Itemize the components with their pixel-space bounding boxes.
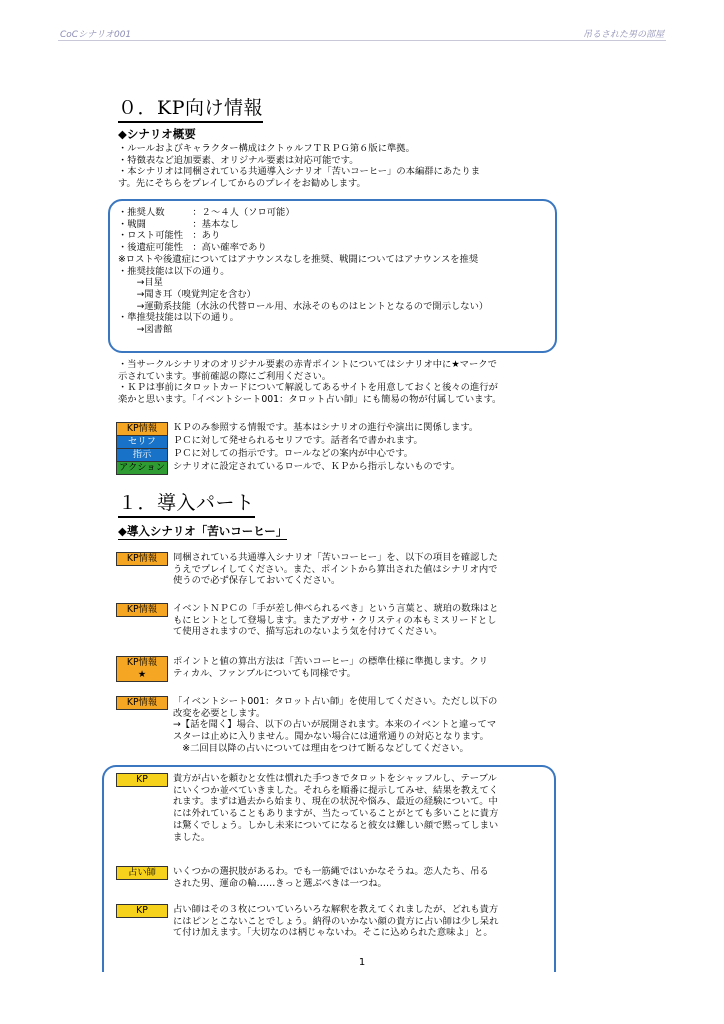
block-line: ポイントと値の算出方法は「苦いコーヒー」の標準仕様に準拠します。クリ [173, 656, 488, 667]
block-line: うえでプレイしてください。また、ポイントから算出された値はシナリオ内で [173, 563, 498, 575]
notes-text [118, 359, 558, 406]
star-icon: ★ [137, 669, 147, 680]
dialogue-line: て付け加えます。「大切なのは柄じゃないわ。そこに込められた意味よ」と。 [173, 927, 493, 939]
dialogue-line: には外れていることもありますが、当たっていることがとても多いことに貴方 [173, 808, 499, 820]
requirement-line: ・戦闘 ：基本なし [118, 218, 239, 230]
requirement-line: →図書館 [118, 324, 173, 336]
requirement-line: ・推奨人数 ：２～４人（ソロ可能） [118, 207, 295, 218]
block-text [173, 552, 553, 587]
overview-heading: ◆シナリオ概要 [118, 127, 196, 141]
block-text [173, 656, 553, 679]
legend-text-kp-info: ＫＰのみ参照する情報です。基本はシナリオの進行や演出に関係します。 [173, 422, 479, 433]
requirement-line: ※ロストや後遺症についてはアナウンスなしを推奨、戦闘についてはアナウンスを推奨 [118, 253, 479, 265]
dialogue-line: れます。まずは過去から始まり、現在の状況や悩み、最近の経験について。中 [173, 796, 498, 808]
note-line: ・ＫＰは事前にタロットカードについて解説してあるサイトを用意しておくと後々の進行が [118, 382, 498, 394]
block-tag-label: KP情報 [126, 657, 158, 668]
block-text [173, 603, 553, 638]
legend-tag-instruction: 指示 [116, 448, 168, 462]
block-line: ティカル、ファンブルについても同様です。 [173, 667, 356, 679]
dialogue-text [173, 904, 553, 939]
dialogue-line: ました。 [173, 831, 211, 843]
legend-tag-action: アクション [116, 461, 168, 475]
dialogue-text [173, 773, 553, 843]
legend-text-serif: ＰＣに対して発せられるセリフです。話者名で書かれます。 [173, 435, 423, 446]
dialogue-tag-kp: KP [116, 904, 168, 918]
dialogue-tag-fortune-teller: 占い師 [116, 866, 168, 880]
overview-text [118, 143, 556, 190]
legend-tag-kp-info: KP情報 [116, 422, 168, 436]
dialogue-line: 貴方が占いを頼むと女性は慣れた手つきでタロットをシャッフルし、テーブル [173, 773, 497, 784]
overview-line: す。先にそちらをプレイしてからのプレイをお勧めします。 [118, 178, 366, 190]
block-line: もにヒントとして登場します。またアガサ・クリスティの本もミスリードとし [173, 614, 497, 626]
legend-text-action: シナリオに設定されているロールで、ＫＰから指示しないものです。 [173, 461, 460, 472]
block-line: 同梱されている共通導入シナリオ「苦いコーヒー」を、以下の項目を確認した [173, 552, 498, 563]
note-line: 楽かと思います。「イベントシート001：タロット占い師」にも簡易の物が付属しています。 [118, 394, 502, 406]
block-tag-kp-info: KP情報 [116, 696, 168, 710]
block-line: ※二回目以降の占いについては理由をつけて断るなどしてください。 [173, 742, 469, 754]
header-right: 吊るされた男の部屋 [582, 30, 664, 40]
block-line: 使うので必ず保存しておいてください。 [173, 575, 341, 587]
requirement-line: ・ロスト可能性 ：あり [118, 230, 221, 242]
dialogue-line: いくつかの選択肢があるわ。でも一筋縄ではいかなそうね。恋人たち、吊る [173, 866, 489, 877]
section-1-title: １．導入パート [118, 488, 255, 518]
block-line: 改変を必要とします。 [173, 707, 266, 719]
header-divider [58, 40, 666, 41]
overview-line: ・特徴表など追加要素、オリジナル要素は対応可能です。 [118, 154, 359, 166]
block-text [173, 696, 553, 755]
dialogue-text [173, 866, 553, 889]
block-tag-kp-info: KP情報 [116, 552, 168, 566]
requirement-line: ・推奨技能は以下の通り。 [118, 265, 230, 277]
dialogue-line: された男、運命の輪……きっと選ぶべきは一つね。 [173, 877, 387, 889]
note-line: ・当サークルシナリオのオリジナル要素の赤青ポイントについてはシナリオ中に★マークで [118, 359, 497, 370]
legend-text-instruction: ＰＣに対しての指示です。ロールなどの案内が中心です。 [173, 448, 414, 459]
requirement-line: →聞き耳（嗅覚判定を含む） [118, 288, 256, 300]
overview-line: ・ルールおよびキャラクター構成はクトゥルフＴＲＰＧ第６版に準拠。 [118, 143, 415, 154]
header-left: CoCシナリオ001 [60, 30, 132, 40]
overview-line: ・本シナリオは同梱されている共通導入シナリオ「苦いコーヒー」の本編群にあたりま [118, 166, 481, 178]
requirements-text [118, 207, 548, 336]
dialogue-line: 占い師はその３枚についていろいろな解釈を教えてくれましたが、どれも貴方 [173, 904, 499, 915]
dialogue-line: にいくつか並べていきました。それらを順番に提示してみせ、結果を教えてく [173, 784, 499, 796]
page-number: 1 [358, 957, 366, 968]
requirement-line: ・準推奨技能は以下の通り。 [118, 312, 239, 324]
block-line: スターは止めに入りません。聞かない場合には通常通りの対応となります。 [173, 731, 489, 743]
requirement-line: ・後遺症可能性 ：高い確率であり [118, 242, 267, 254]
intro-subheading: ◆導入シナリオ「苦いコーヒー」 [118, 524, 288, 538]
requirement-line: →運動系技能（水泳の代替ロール用、水泳そのものはヒントとなるので開示しない） [118, 300, 489, 312]
block-tag-kp-info-star [116, 656, 168, 682]
block-tag-kp-info: KP情報 [116, 603, 168, 617]
block-line: イベントＮＰＣの「手が差し伸べられるべき」という言葉と、琥珀の数珠はと [173, 603, 499, 614]
note-line: 示されています。事前確認の際にご利用ください。 [118, 370, 332, 382]
block-line: →【話を聞く】場合、以下の占いが展開されます。本来のイベントと違ってマ [173, 719, 497, 731]
dialogue-line: は驚くでしょう。しかし未来についてになると彼女は難しい顔で黙ってしまい [173, 819, 499, 831]
dialogue-tag-kp: KP [116, 773, 168, 787]
section-0-title: ０．KP向け情報 [118, 93, 263, 123]
dialogue-line: にはピンとこないことでしょう。納得のいかない顔の貴方に占い師は少し呆れ [173, 915, 499, 927]
legend-tag-serif: セリフ [116, 435, 168, 449]
requirement-line: →目星 [118, 277, 163, 289]
block-line: て使用されますので、描写忘れのないよう気を付けてください。 [173, 626, 443, 638]
block-line: 「イベントシート001：タロット占い師」を使用してください。ただし以下の [173, 696, 498, 707]
